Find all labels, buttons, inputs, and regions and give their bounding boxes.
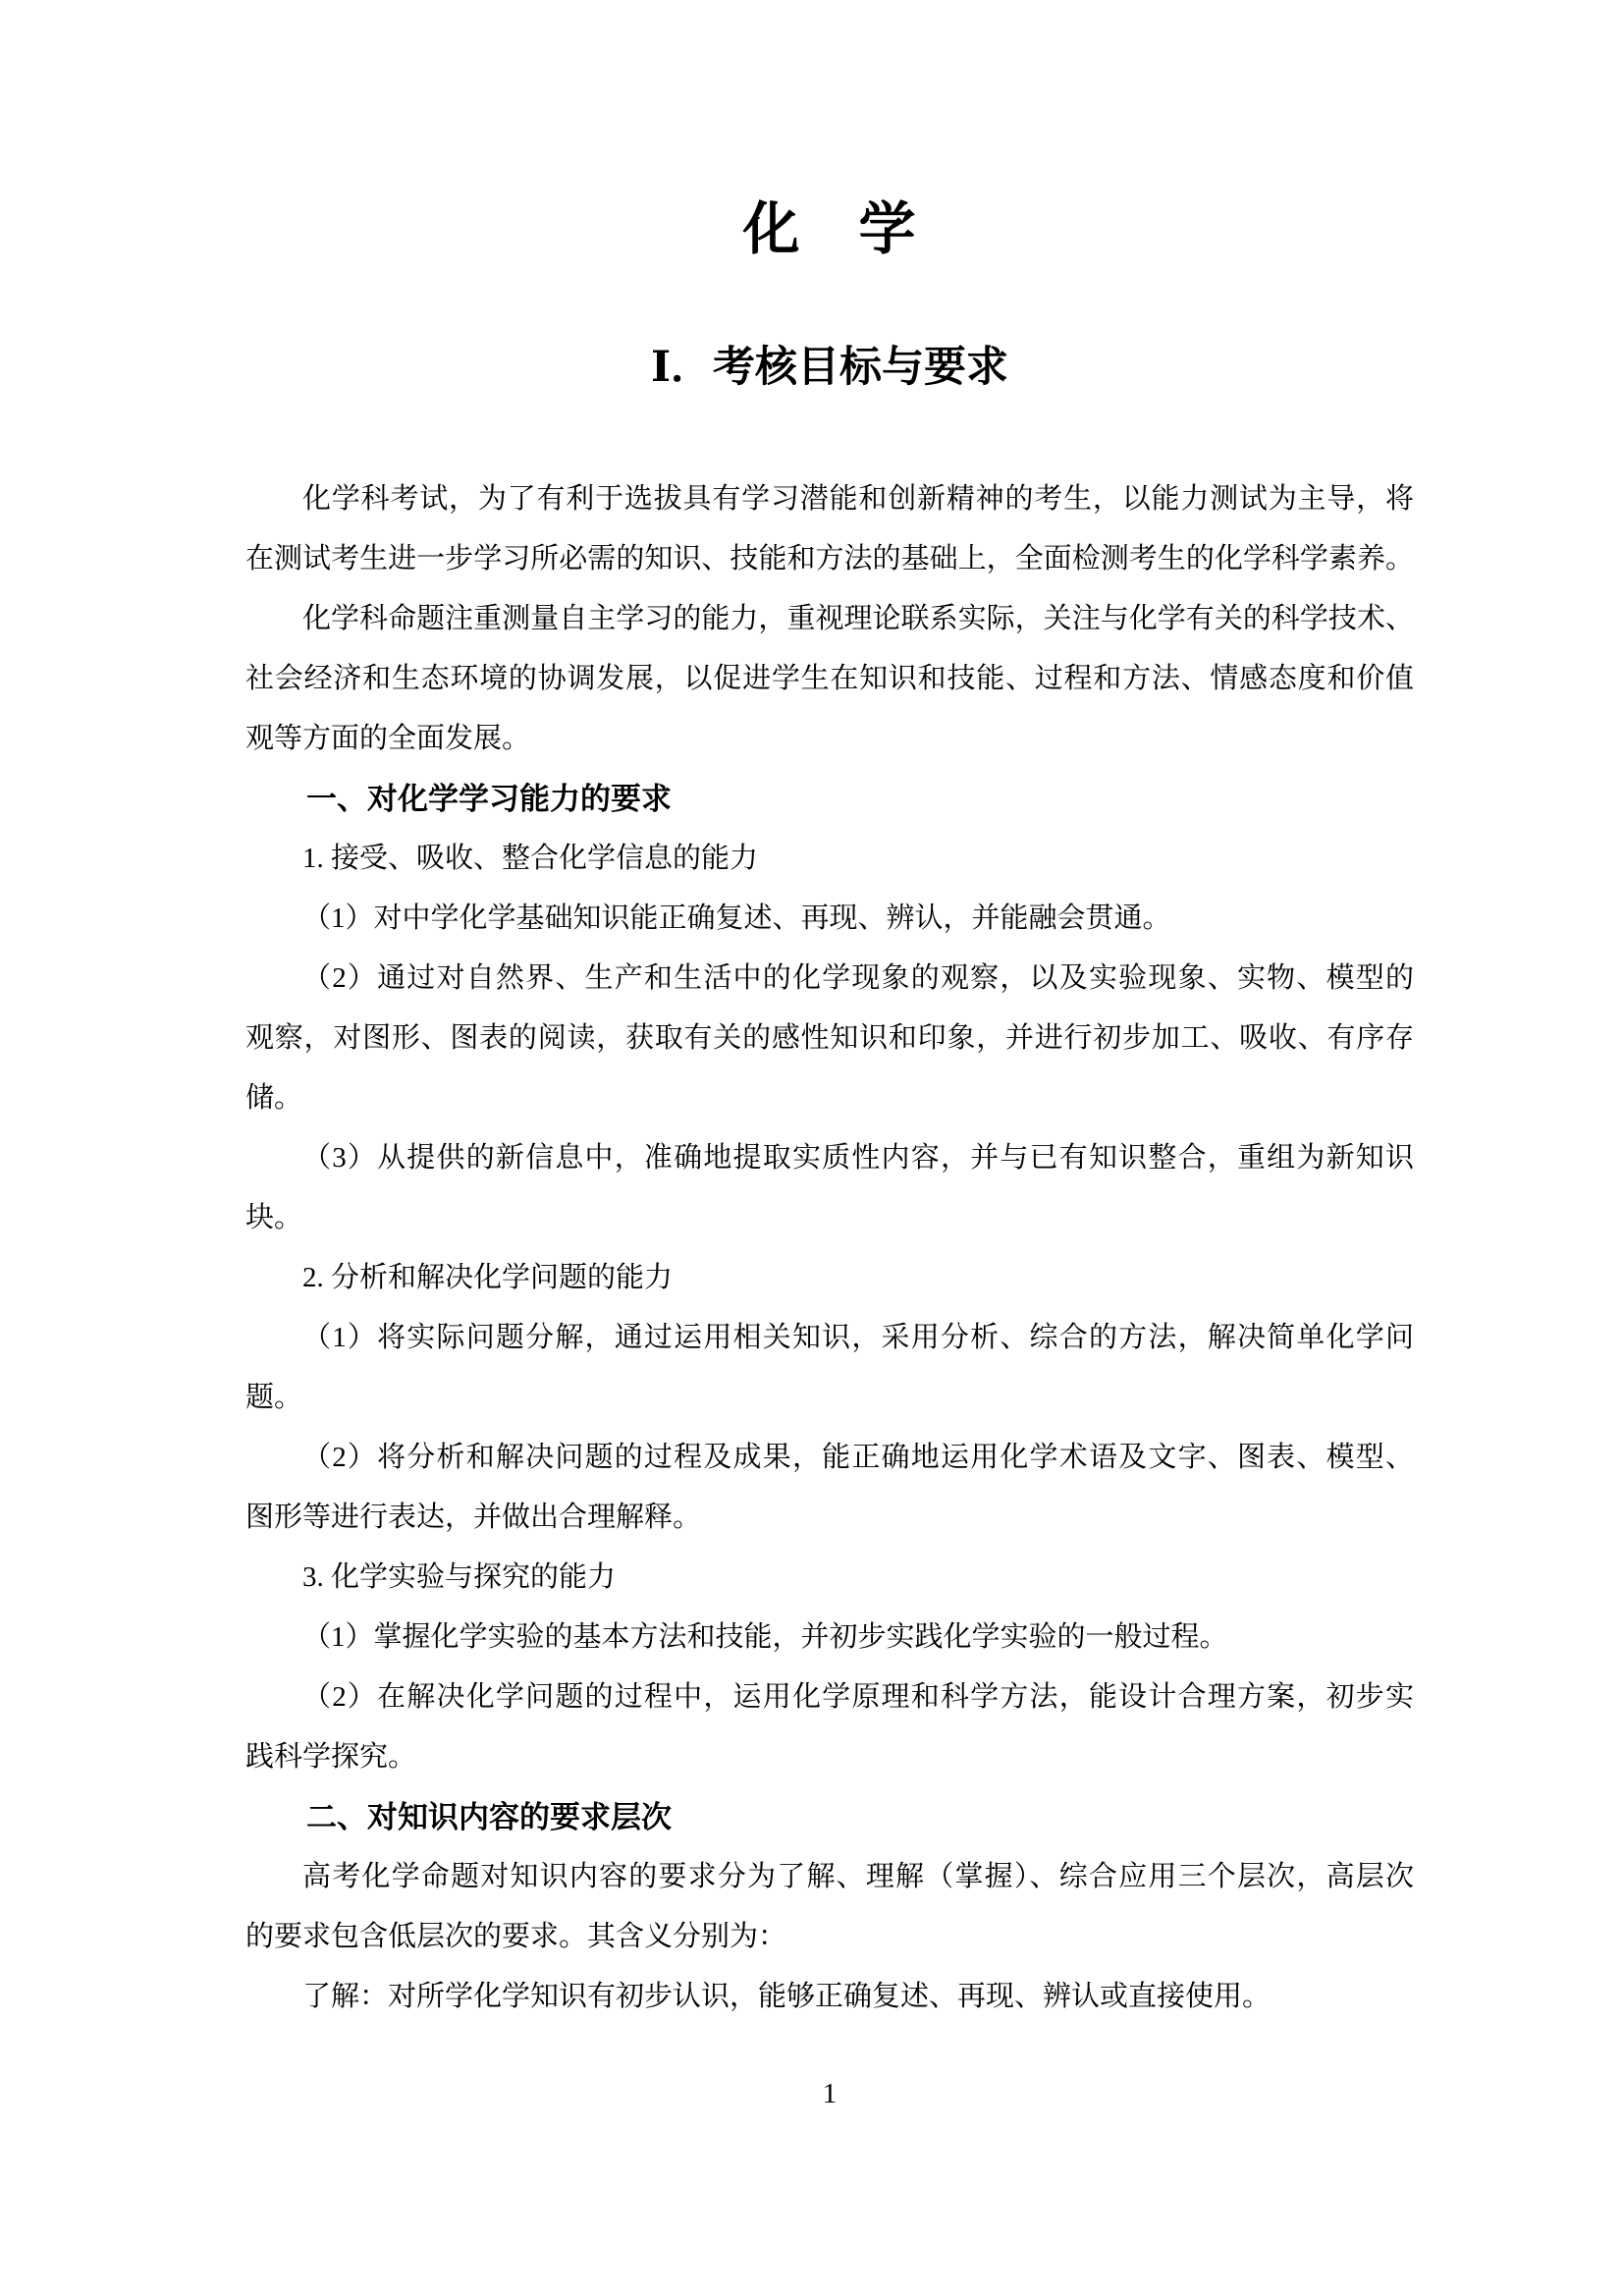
- body-line: （2）通过对自然界、生产和生活中的化学现象的观察，以及实验现象、实物、模型的: [302, 962, 1414, 994]
- document-body: [245, 469, 1414, 2027]
- body-line: 储。: [245, 1082, 303, 1114]
- body-line: 了解：对所学化学知识有初步认识，能够正确复述、再现、辨认或直接使用。: [302, 1981, 1271, 2012]
- section-heading-1: 一、对化学学习能力的要求: [306, 782, 672, 816]
- body-line: （3）从提供的新信息中，准确地提取实质性内容，并与已有知识整合，重组为新知识: [302, 1142, 1414, 1174]
- body-line: 图形等进行表达，并做出合理解释。: [245, 1502, 702, 1533]
- section-heading-2: 二、对知识内容的要求层次: [306, 1800, 672, 1834]
- body-line: 块。: [245, 1202, 303, 1233]
- ability-item-3-heading: 3. 化学实验与探究的能力: [302, 1561, 617, 1593]
- body-line: （1）掌握化学实验的基本方法和技能，并初步实践化学实验的一般过程。: [302, 1621, 1228, 1653]
- body-line: （1）将实际问题分解，通过运用相关知识，采用分析、综合的方法，解决简单化学问: [302, 1322, 1414, 1353]
- body-line: 观等方面的全面发展。: [245, 723, 531, 754]
- body-line: （1）对中学化学基础知识能正确复述、再现、辨认，并能融会贯通。: [302, 902, 1171, 934]
- body-line: （2）在解决化学问题的过程中，运用化学原理和科学方法，能设计合理方案，初步实: [302, 1681, 1414, 1713]
- body-line: 的要求包含低层次的要求。其含义分别为：: [245, 1921, 787, 1952]
- ability-item-2-heading: 2. 分析和解决化学问题的能力: [302, 1262, 674, 1293]
- body-line: 化学科命题注重测量自主学习的能力，重视理论联系实际，关注与化学有关的科学技术、: [302, 603, 1414, 634]
- body-line: 题。: [245, 1382, 303, 1413]
- body-line: （2）将分析和解决问题的过程及成果，能正确地运用化学术语及文字、图表、模型、: [302, 1442, 1414, 1473]
- part-heading: Ⅰ．考核目标与要求: [650, 345, 1009, 391]
- ability-item-1-heading: 1. 接受、吸收、整合化学信息的能力: [302, 843, 759, 874]
- body-line: 社会经济和生态环境的协调发展，以促进学生在知识和技能、过程和方法、情感态度和价值: [245, 663, 1414, 694]
- body-line: 观察，对图形、图表的阅读，获取有关的感性知识和印象，并进行初步加工、吸收、有序存: [245, 1022, 1414, 1054]
- document-title: 化 学: [742, 197, 917, 261]
- page-number: 1: [822, 2078, 838, 2109]
- body-line: 高考化学命题对知识内容的要求分为了解、理解（掌握）、综合应用三个层次，高层次: [302, 1861, 1414, 1892]
- body-line: 化学科考试，为了有利于选拔具有学习潜能和创新精神的考生，以能力测试为主导，将: [302, 483, 1414, 515]
- body-line: 在测试考生进一步学习所必需的知识、技能和方法的基础上，全面检测考生的化学科学素养。: [245, 543, 1414, 574]
- body-line: 践科学探究。: [245, 1741, 417, 1773]
